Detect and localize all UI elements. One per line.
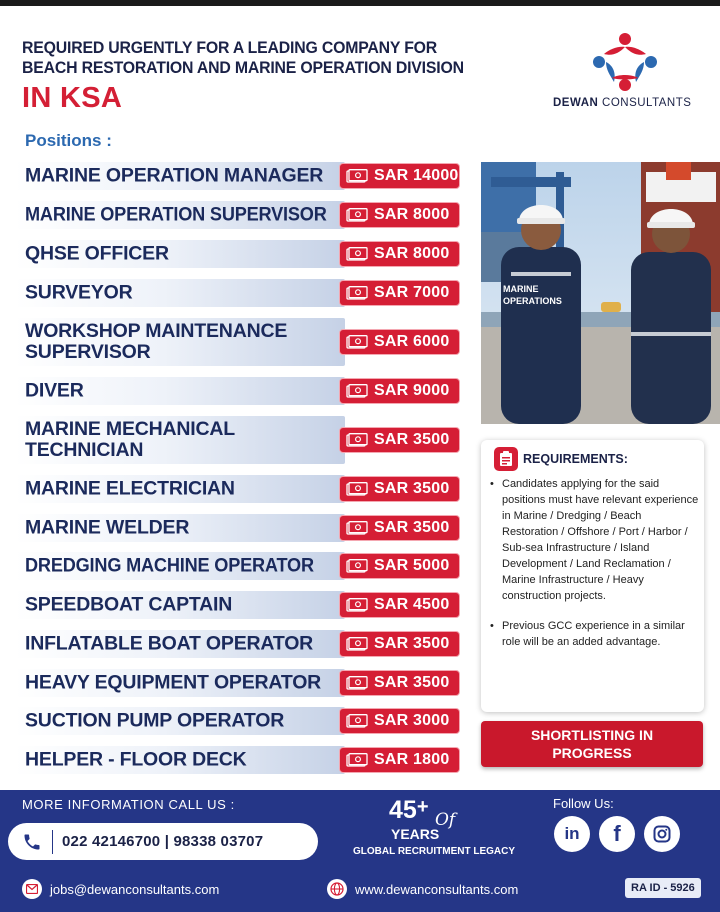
salary-amount: SAR 7000 — [374, 284, 450, 301]
salary-amount: SAR 4500 — [374, 596, 450, 613]
cash-icon — [346, 714, 368, 729]
position-row — [15, 240, 462, 268]
cash-icon — [346, 208, 368, 223]
position-row — [15, 707, 462, 735]
follow-us-label: Follow Us: — [553, 796, 614, 811]
position-row — [15, 669, 462, 697]
years-word: YEARS — [391, 826, 440, 842]
salary-badge — [339, 747, 460, 773]
cash-icon — [346, 637, 368, 652]
position-row — [15, 377, 462, 405]
salary-amount: SAR 14000 — [374, 167, 459, 184]
salary-amount: SAR 6000 — [374, 333, 450, 350]
position-row — [15, 514, 462, 542]
salary-badge — [339, 202, 460, 228]
website-contact[interactable] — [327, 879, 518, 899]
salary-badge — [339, 515, 460, 541]
mail-icon — [22, 879, 42, 899]
position-title: MARINE WELDER — [25, 516, 190, 539]
salary-amount: SAR 3500 — [374, 431, 450, 448]
phone-box[interactable] — [8, 823, 318, 860]
position-row — [15, 318, 462, 366]
years-number-value: 45 — [389, 796, 417, 824]
position-row — [15, 630, 462, 658]
website-text[interactable]: www.dewanconsultants.com — [355, 881, 519, 897]
salary-badge — [339, 427, 460, 453]
requirement-item: • Candidates applying for the said positions must have relevant experience in Marine / Dredging / Beach Restoration / Offshore / Port / Harbor / Sub-sea Infrastructure / Island Development / Land Reclamation / Marine Infrastructure / Heavy construction projects. — [489, 476, 699, 604]
position-row — [15, 746, 462, 774]
requirements-card — [481, 440, 704, 712]
shortlisting-line-1: SHORTLISTING IN — [530, 727, 654, 743]
years-number — [389, 796, 429, 825]
positions-label: Positions : — [25, 131, 112, 150]
cash-icon — [346, 335, 368, 350]
position-title: DIVER — [25, 379, 84, 402]
position-row — [15, 416, 462, 464]
salary-badge — [339, 592, 460, 618]
salary-amount: SAR 8000 — [374, 245, 450, 262]
position-title: DREDGING MACHINE OPERATOR — [25, 554, 314, 577]
headline — [22, 38, 483, 78]
facebook-icon[interactable]: f — [599, 816, 635, 852]
svg-text:OPERATIONS: OPERATIONS — [503, 296, 562, 306]
requirements-list — [489, 476, 699, 664]
position-title: MARINE OPERATION SUPERVISOR — [25, 203, 327, 226]
salary-amount: SAR 8000 — [374, 206, 450, 223]
contact-strip — [0, 874, 720, 904]
position-title: INFLATABLE BOAT OPERATOR — [25, 632, 314, 655]
position-row — [15, 279, 462, 307]
salary-amount: SAR 3500 — [374, 480, 450, 497]
salary-amount: SAR 3500 — [374, 519, 450, 536]
legacy-text: GLOBAL RECRUITMENT LEGACY — [353, 846, 516, 857]
position-title: HEAVY EQUIPMENT OPERATOR — [25, 671, 322, 694]
requirements-title: REQUIREMENTS: — [523, 452, 628, 466]
salary-amount: SAR 1800 — [374, 751, 450, 768]
salary-amount: SAR 3500 — [374, 635, 450, 652]
salary-badge — [339, 241, 460, 267]
ra-id-badge: RA ID - 5926 — [625, 878, 701, 898]
position-row — [15, 201, 462, 229]
years-of: Of — [435, 810, 456, 830]
shortlisting-line-2: PROGRESS — [552, 745, 632, 761]
instagram-icon[interactable] — [644, 816, 680, 852]
shortlisting-banner — [481, 721, 703, 767]
more-info-label: MORE INFORMATION CALL US : — [22, 797, 235, 812]
phone-icon — [22, 832, 42, 852]
salary-badge — [339, 163, 460, 189]
position-title: MARINE OPERATION MANAGER — [25, 164, 324, 187]
cash-icon — [346, 433, 368, 448]
cash-icon — [346, 559, 368, 574]
salary-amount: SAR 9000 — [374, 382, 450, 399]
location-title: IN KSA — [22, 82, 123, 114]
linkedin-icon[interactable]: in — [554, 816, 590, 852]
workers-photo — [481, 162, 720, 424]
position-title: SPEEDBOAT CAPTAIN — [25, 593, 233, 616]
requirements-header — [494, 447, 628, 471]
position-title: HELPER - FLOOR DECK — [25, 748, 247, 771]
brand-name — [553, 97, 703, 109]
position-title: SURVEYOR — [25, 281, 133, 304]
footer — [0, 790, 720, 912]
email-text[interactable]: jobs@dewanconsultants.com — [50, 881, 220, 897]
brand-name-rest: CONSULTANTS — [598, 97, 692, 109]
salary-badge — [339, 631, 460, 657]
salary-badge — [339, 476, 460, 502]
cash-icon — [346, 753, 368, 768]
phone-number[interactable]: 022 42146700 | 98338 03707 — [62, 833, 264, 850]
salary-badge — [339, 329, 460, 355]
vest-text: MARINE — [503, 284, 539, 294]
clipboard-icon — [494, 447, 518, 471]
top-border — [0, 0, 720, 6]
salary-badge — [339, 280, 460, 306]
position-row — [15, 162, 462, 190]
salary-amount: SAR 5000 — [374, 557, 450, 574]
position-title: QHSE OFFICER — [25, 242, 169, 265]
years-plus: + — [416, 796, 429, 818]
position-title: WORKSHOP MAINTENANCE SUPERVISOR — [25, 320, 288, 363]
phone-separator — [52, 830, 53, 854]
salary-amount: SAR 3000 — [374, 712, 450, 729]
cash-icon — [346, 598, 368, 613]
position-title: MARINE MECHANICAL TECHNICIAN — [25, 418, 236, 461]
email-contact[interactable] — [22, 879, 219, 899]
salary-badge — [339, 553, 460, 579]
headline-line-2: BEACH RESTORATION AND MARINE OPERATION DIVISION — [22, 59, 464, 77]
brand-name-bold: DEWAN — [553, 97, 599, 109]
salary-badge — [339, 708, 460, 734]
cash-icon — [346, 521, 368, 536]
position-row — [15, 591, 462, 619]
salary-badge — [339, 378, 460, 404]
globe-icon — [327, 879, 347, 899]
cash-icon — [346, 286, 368, 301]
position-row — [15, 475, 462, 503]
cash-icon — [346, 676, 368, 691]
headline-line-1: REQUIRED URGENTLY FOR A LEADING COMPANY FOR — [22, 39, 438, 57]
cash-icon — [346, 169, 368, 184]
position-row — [15, 552, 462, 580]
position-title: MARINE ELECTRICIAN — [25, 477, 235, 500]
salary-badge — [339, 670, 460, 696]
dewan-logo-icon — [590, 32, 660, 92]
cash-icon — [346, 247, 368, 262]
cash-icon — [346, 482, 368, 497]
cash-icon — [346, 384, 368, 399]
position-title: SUCTION PUMP OPERATOR — [25, 709, 285, 732]
salary-amount: SAR 3500 — [374, 674, 450, 691]
requirement-item: • Previous GCC experience in a similar role will be an added advantage. — [489, 618, 699, 650]
